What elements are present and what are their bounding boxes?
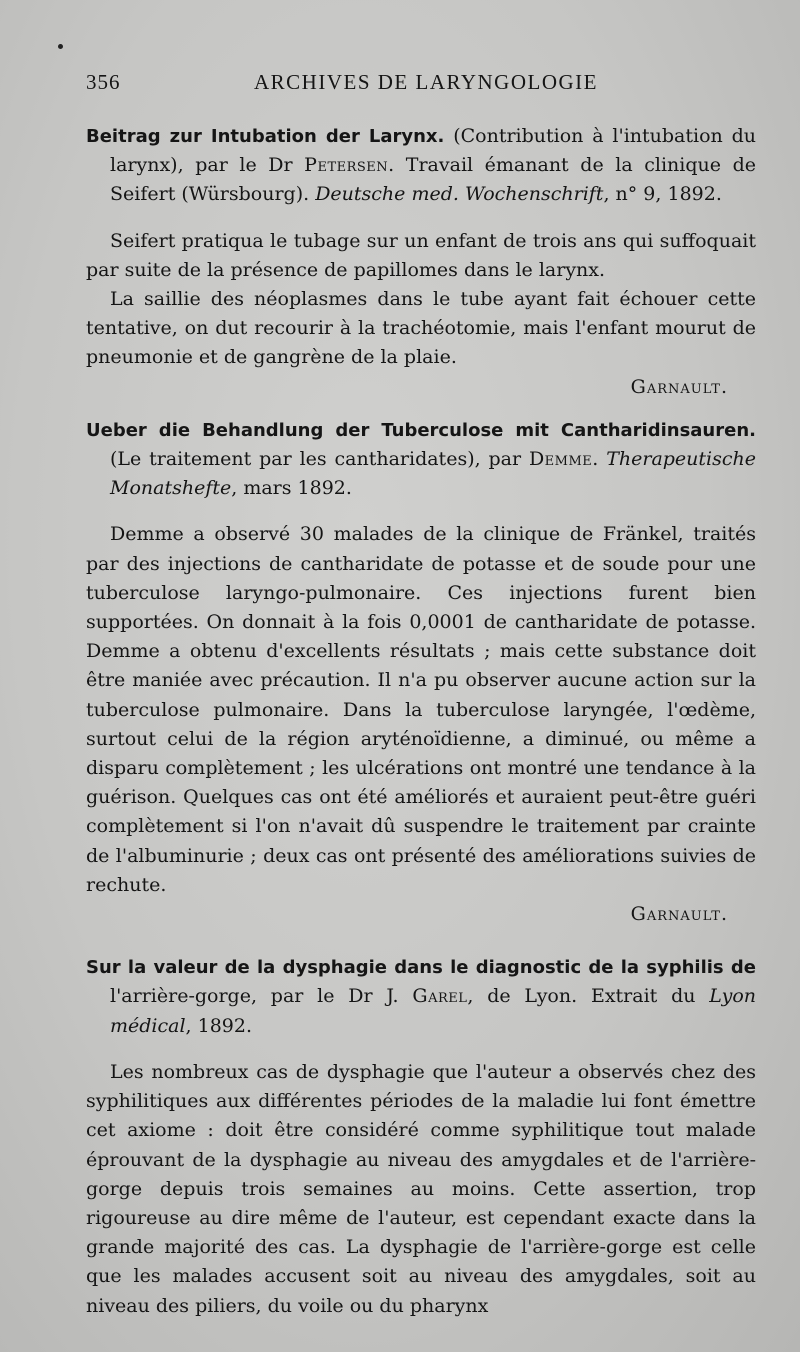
article-journal: Lyon médical: [110, 985, 756, 1037]
article-title-rest: l'arrière-gorge, par le Dr J.: [110, 985, 413, 1008]
article-paragraph: La saillie des néoplasmes dans le tube ayant fait échouer cette tentative, on dut recourir à la trachéotomie, mais l'enfant mourut de pneumonie et de gangrène de la plaie.: [86, 288, 756, 369]
article-source-tail: , n° 9, 1892.: [603, 183, 722, 206]
article-author: Demme: [528, 448, 593, 471]
article-paragraph: Seifert pratiqua le tubage sur un enfant de trois ans qui suffoquait par suite de la présence de papillomes dans le larynx.: [86, 229, 756, 281]
article-paragraph: Demme a observé 30 malades de la clinique de Fränkel, traités par des injections de cantharidate de potasse et de soude pour une tuberculose laryngo-pulmonaire. Ces injections furent bien supportées. On donnait à la fois 0,0001 de cantharidate de potasse. Demme a obtenu d'excellents résultats ; mais cette substance doit être maniée avec précaution. Il n'a pu observer aucune action sur la tuberculose pulmonaire. Dans la tuberculose laryngée, l'œdème, surtout celui de la région aryténoïdienne, a diminué, ou même a disparu complètement ; les ulcérations ont montré une tendance à la guérison. Quelques cas ont été améliorés et auraient peut-être guéri complètement si l'on n'avait dû suspendre le traitement par crainte de l'albuminurie ; deux cas ont présenté des améliorations suivies de rechute.: [86, 523, 756, 896]
page-number: 356: [86, 70, 121, 94]
article-title-rest: (Contribution à l'intubation du larynx), par le Dr: [110, 125, 756, 177]
article-title: [86, 122, 756, 210]
article-journal: Therapeutische Monatshefte: [110, 448, 756, 500]
article-signature: Garnault.: [630, 903, 728, 926]
article-signature: Garnault.: [630, 375, 728, 398]
article-title-bold: Beitrag zur Intubation der Larynx.: [86, 126, 445, 147]
ink-speck: [58, 44, 63, 49]
article-source: , de Lyon. Extrait du: [467, 985, 710, 1008]
article-source: . Travail émanant de la clinique de Seifert (Würsbourg).: [110, 154, 756, 206]
article-title-rest: (Le traitement par les cantharidates), par: [110, 448, 529, 471]
article-title-bold: Ueber die Behandlung der Tuberculose mit Cantharidinsauren.: [86, 419, 756, 441]
article-source-tail: , mars 1892.: [231, 477, 352, 500]
article-author: Garel: [412, 985, 468, 1008]
article-title: [86, 416, 756, 504]
running-title: ARCHIVES DE LARYNGOLOGIE: [254, 70, 598, 94]
page-header: [86, 70, 756, 100]
article-source-tail: , 1892.: [185, 1014, 253, 1037]
article-title-bold: Sur la valeur de la dysphagie dans le diagnostic de la syphilis de: [86, 957, 756, 979]
article-author: Petersen: [304, 154, 389, 177]
article-paragraph: Les nombreux cas de dysphagie que l'auteur a observés chez des syphilitiques aux différentes périodes de la maladie lui font émettre cet axiome : doit être considéré comme syphilitique tout malade éprouvant de la dysphagie au niveau des amygdales et de l'arrière-gorge depuis trois semaines au moins. Cette assertion, trop rigoureuse au dire même de l'auteur, est cependant exacte dans la grande majorité des cas. La dysphagie de l'arrière-gorge est celle que les malades accusent soit au niveau des amygdales, soit au niveau des piliers, du voile ou du pharynx: [86, 1060, 756, 1317]
page-body: [86, 122, 756, 1321]
article-source: .: [592, 448, 607, 471]
article-title: [86, 953, 756, 1041]
article-journal: Deutsche med. Wochenschrift: [315, 183, 604, 206]
